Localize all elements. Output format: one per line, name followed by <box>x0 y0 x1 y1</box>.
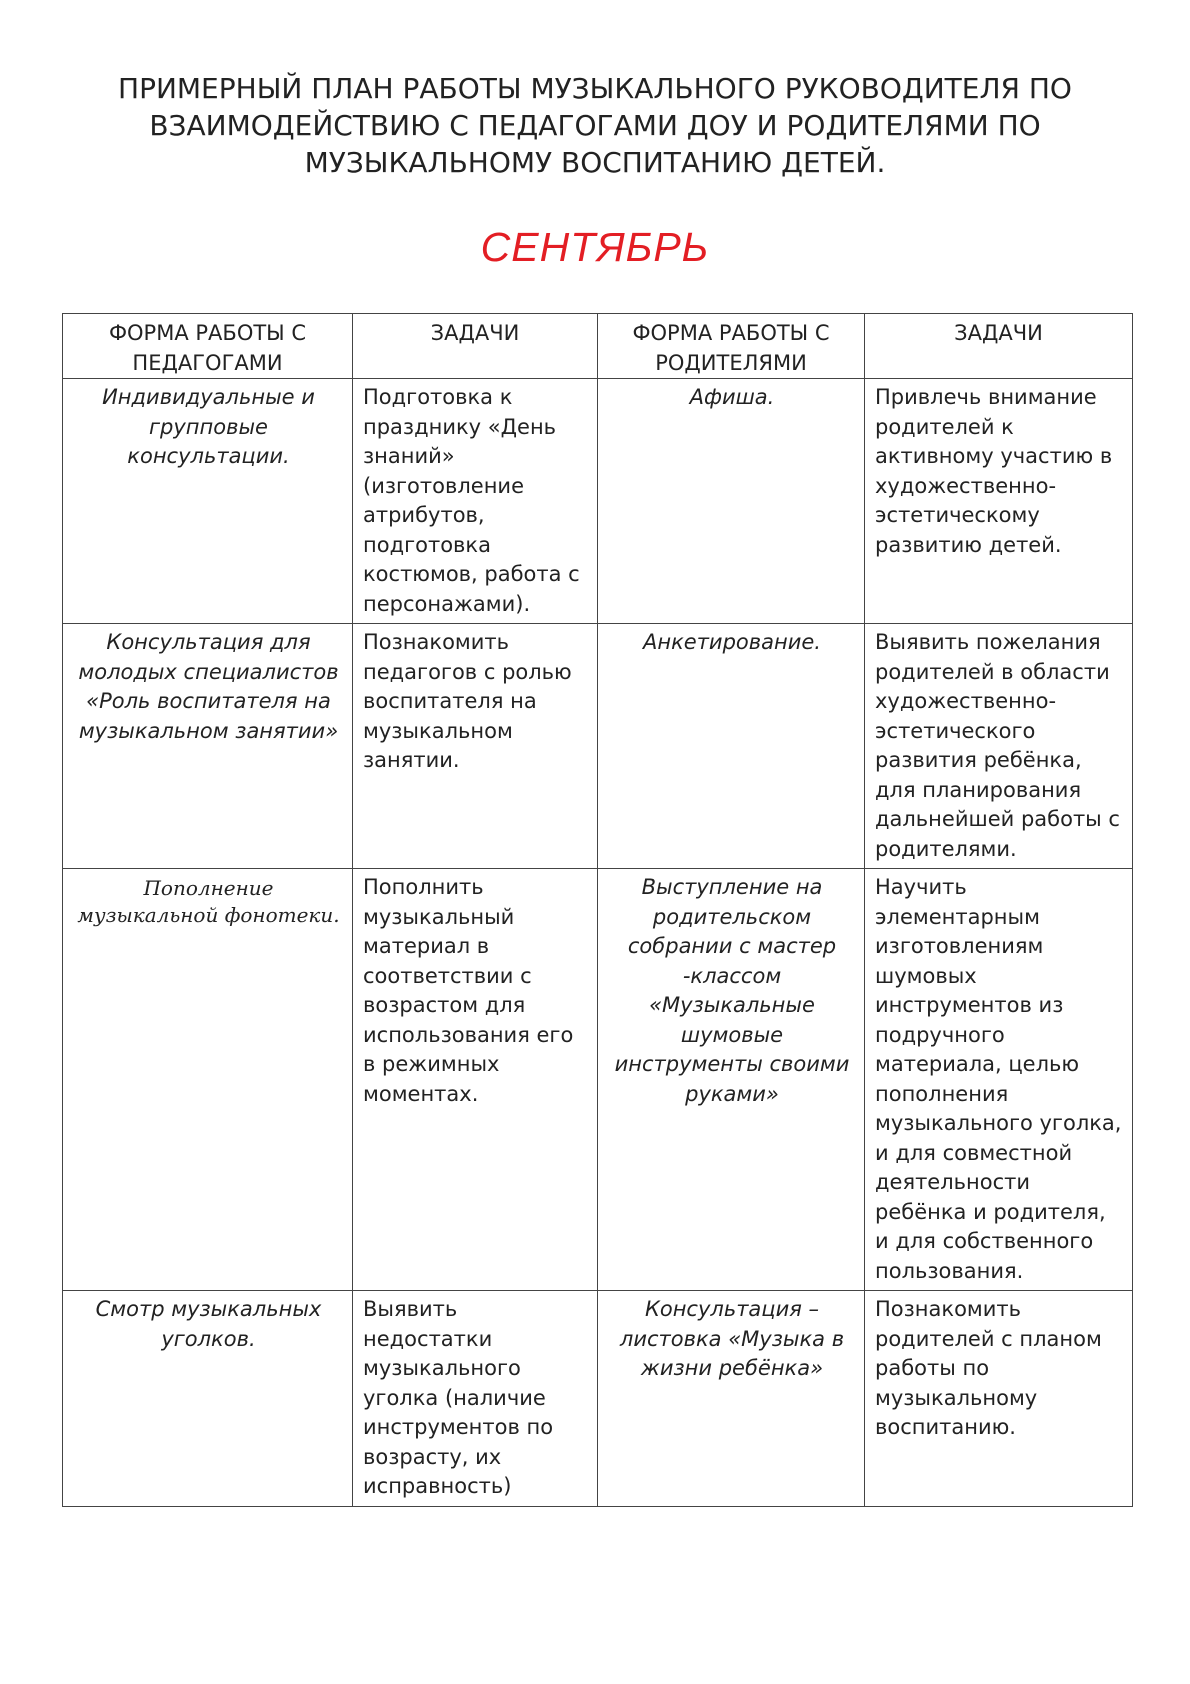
cell-teachers-tasks: Подготовка к празднику «День знаний» (изготовление атрибутов, подготовка костюмов, работа с персонажами). <box>353 379 598 624</box>
table-row <box>63 869 1133 1291</box>
cell-parents-form: Анкетирование. <box>598 624 865 869</box>
cell-parents-tasks: Привлечь внимание родителей к активному участию в художественно-эстетическому развитию детей. <box>865 379 1133 624</box>
cell-parents-form: Афиша. <box>598 379 865 624</box>
cell-teachers-tasks: Пополнить музыкальный материал в соответствии с возрастом для использования его в режимных моментах. <box>353 869 598 1291</box>
title-line: ПРИМЕРНЫЙ ПЛАН РАБОТЫ МУЗЫКАЛЬНОГО РУКОВОДИТЕЛЯ ПО <box>118 72 1072 105</box>
title-line: ВЗАИМОДЕЙСТВИЮ С ПЕДАГОГАМИ ДОУ И РОДИТЕЛЯМИ ПО <box>149 109 1041 142</box>
cell-parents-tasks: Выявить пожелания родителей в области художественно-эстетического развития ребёнка, для планирования дальнейшей работы с родителями. <box>865 624 1133 869</box>
header-teachers-form: ФОРМА РАБОТЫ С ПЕДАГОГАМИ <box>63 314 353 379</box>
cell-teachers-form: Консультация для молодых специалистов «Роль воспитателя на музыкальном занятии» <box>63 624 353 869</box>
cell-teachers-form: Пополнение музыкальной фонотеки. <box>63 869 353 1291</box>
cell-parents-tasks: Познакомить родителей с планом работы по музыкальному воспитанию. <box>865 1291 1133 1507</box>
cell-teachers-form: Смотр музыкальных уголков. <box>63 1291 353 1507</box>
title-line: МУЗЫКАЛЬНОМУ ВОСПИТАНИЮ ДЕТЕЙ. <box>304 146 886 179</box>
work-plan-table <box>62 313 1133 1507</box>
table-header-row <box>63 314 1133 379</box>
cell-parents-tasks: Научить элементарным изготовлениям шумовых инструментов из подручного материала, целью пополнения музыкального уголка, и для совместной деятельности ребёнка и родителя, и для собственного пользования. <box>865 869 1133 1291</box>
cell-parents-form: Консультация – листовка «Музыка в жизни ребёнка» <box>598 1291 865 1507</box>
month-heading: СЕНТЯБРЬ <box>480 224 710 270</box>
cell-teachers-tasks: Познакомить педагогов с ролью воспитателя на музыкальном занятии. <box>353 624 598 869</box>
table-row <box>63 379 1133 624</box>
cell-teachers-form: Индивидуальные и групповые консультации. <box>63 379 353 624</box>
header-parents-tasks: ЗАДАЧИ <box>865 314 1133 379</box>
cell-parents-form: Выступление на родительском собрании с мастер -классом «Музыкальные шумовые инструменты своими руками» <box>598 869 865 1291</box>
cell-teachers-tasks: Выявить недостатки музыкального уголка (наличие инструментов по возрасту, их исправность) <box>353 1291 598 1507</box>
header-parents-form: ФОРМА РАБОТЫ С РОДИТЕЛЯМИ <box>598 314 865 379</box>
table-row <box>63 1291 1133 1507</box>
document-title <box>60 70 1130 181</box>
header-teachers-tasks: ЗАДАЧИ <box>353 314 598 379</box>
table-row <box>63 624 1133 869</box>
